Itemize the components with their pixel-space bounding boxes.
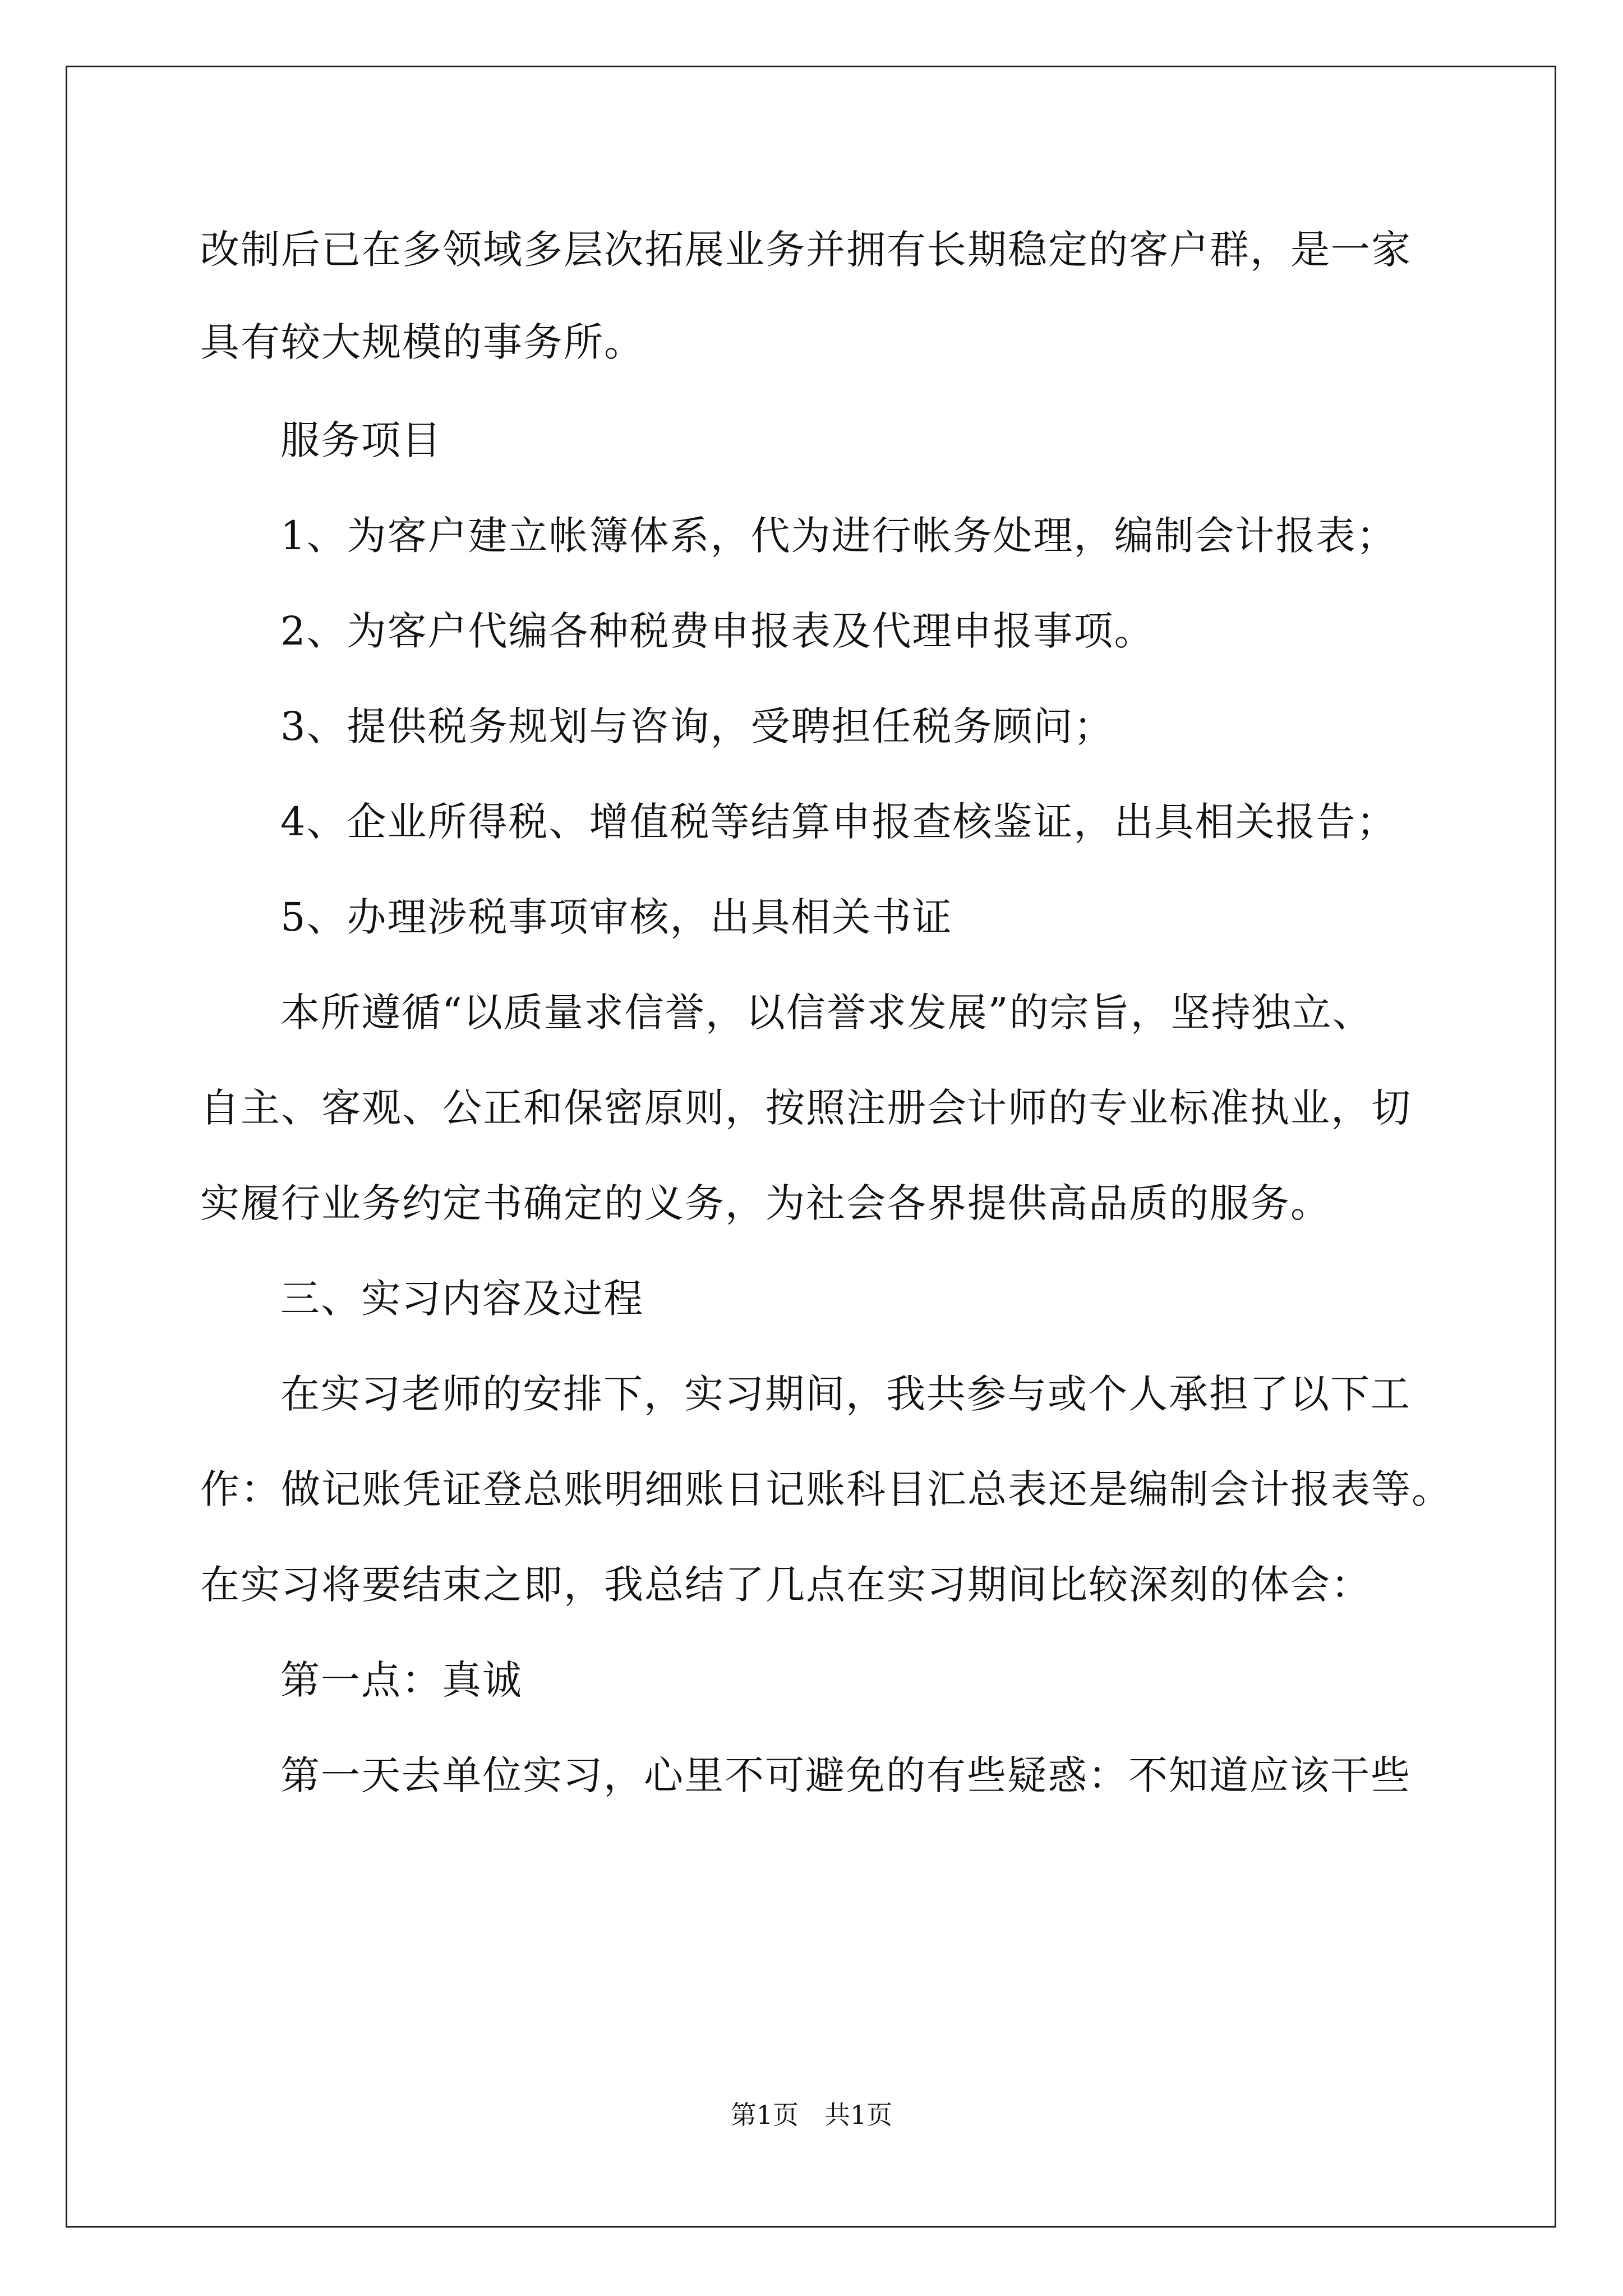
- list-item: 5、办理涉税事项审核，出具相关书证: [280, 894, 953, 940]
- list-item: 4、企业所得税、增值税等结算申报查核鉴证，出具相关报告；: [280, 799, 1397, 845]
- text-line: 自主、客观、公正和保密原则，按照注册会计师的专业标准执业，切: [200, 1085, 1412, 1131]
- section-heading: 第一点：真诚: [280, 1657, 523, 1703]
- text-line: 具有较大规模的事务所。: [200, 319, 644, 365]
- list-item: 3、提供税务规划与咨询，受聘担任税务顾问；: [280, 703, 1114, 749]
- page-border: [66, 66, 1556, 2228]
- text-line: 改制后已在多领域多层次拓展业务并拥有长期稳定的客户群，是一家: [200, 227, 1412, 273]
- text-line: 作：做记账凭证登总账明细账日记账科目汇总表还是编制会计报表等。: [200, 1466, 1452, 1512]
- text-line: 实履行业务约定书确定的义务，为社会各界提供高品质的服务。: [200, 1180, 1331, 1226]
- text-line: 第一天去单位实习，心里不可避免的有些疑惑：不知道应该干些: [280, 1752, 1411, 1798]
- section-heading: 服务项目: [280, 417, 442, 463]
- text-line: 本所遵循“以质量求信誉，以信誉求发展”的宗旨，坚持独立、: [280, 990, 1373, 1036]
- page-footer: 第1页 共1页: [730, 2100, 893, 2130]
- text-line: 在实习将要结束之即，我总结了几点在实习期间比较深刻的体会：: [200, 1562, 1371, 1608]
- list-item: 2、为客户代编各种税费申报表及代理申报事项。: [280, 608, 1155, 654]
- list-item: 1、为客户建立帐簿体系，代为进行帐务处理，编制会计报表；: [280, 513, 1397, 559]
- section-heading: 三、实习内容及过程: [280, 1276, 644, 1322]
- text-line: 在实习老师的安排下，实习期间，我共参与或个人承担了以下工: [280, 1371, 1411, 1417]
